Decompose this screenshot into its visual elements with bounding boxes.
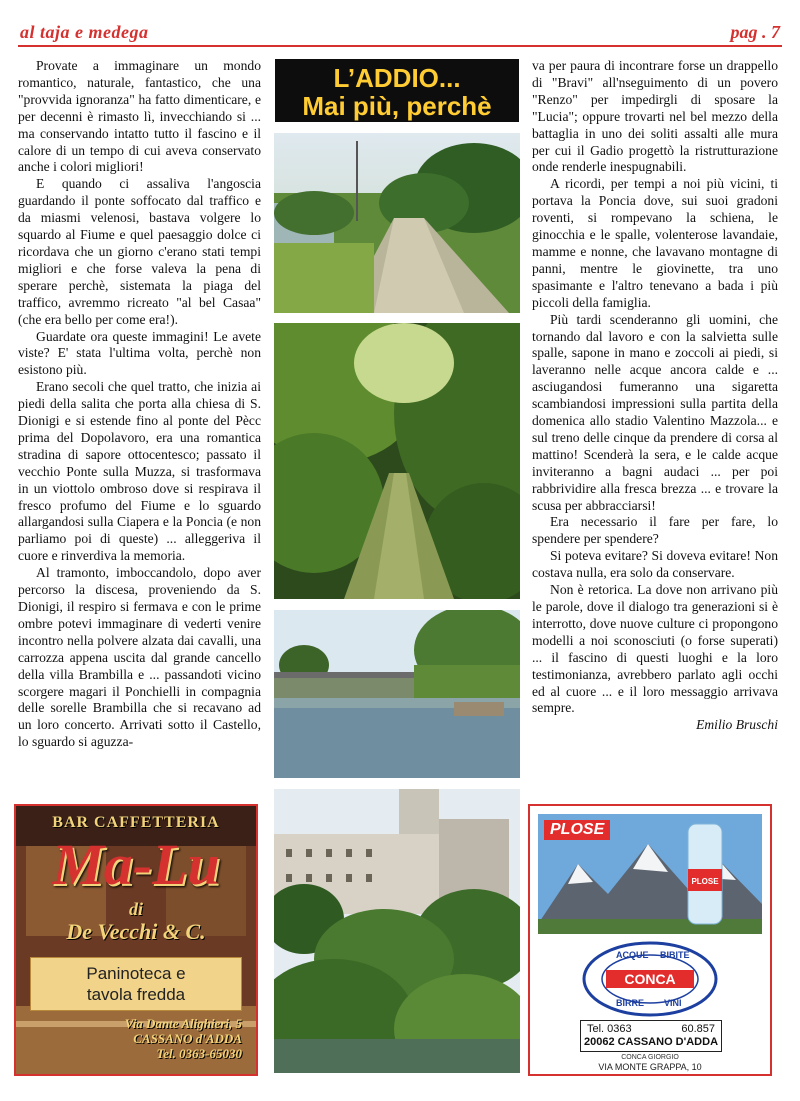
ad-bar-heading: BAR CAFFETTERIA bbox=[52, 814, 220, 831]
ad-bar-phone: Tel. 0363-65030 bbox=[156, 1046, 242, 1061]
article-column-left bbox=[18, 58, 261, 751]
ad-bar-owner: De Vecchi & C. bbox=[66, 919, 206, 944]
paragraph: Guardate ora queste immagini! Le avete viste? E' stata l'ultima volta, perchè non esistono più. bbox=[18, 328, 261, 378]
paragraph: va per paura di incontrare forse un drappello di "Bravi" all'nseguimento di un povero "Renzo" per impedirgli di sposare la "Lucia"; oppure trovarti nel bel mezzo della battaglia in uno dei soliti assalti alle mura per cui il Gadio progettò la ristrutturazione onde renderle inespugnabili. bbox=[532, 58, 778, 175]
conca-tel-number: 60.857 bbox=[681, 1023, 715, 1035]
bottle-label: PLOSE bbox=[691, 877, 719, 886]
author-signature: Emilio Bruschi bbox=[696, 717, 778, 733]
conca-address: VIA MONTE GRAPPA, 10 bbox=[598, 1062, 702, 1072]
paragraph: Al tramonto, imboccandolo, dopo aver percorso la discesa, proveniendo da S. Dionigi, il respiro si fermava e con le prime ombre potevi immaginare di vederti venire incontro nella polvere alzata dai cavalli, una carrozza appena uscita dal grande cancello della villa Brambilla e ... passandoti vicino scorgere magari il Ponchielli in compagnia delle sorelle Brambilla che si recavano ad un loro concerto. Arrivati sotto il Castello, lo sguardo si aguzza- bbox=[18, 565, 261, 750]
ad-bar-address bbox=[125, 1016, 242, 1061]
paragraph: E quando ci assaliva l'angoscia guardando il ponte soffocato dal traffico e da miasmi velenosi, bastava volgere lo squardo al Fiume e quel paesaggio dolce ci ricordava che un giorno c'erano stati tempi migliori e che forse valeva la pena di sperare perchè, sistemata la piaga del traffico, avremmo ricreato "al bel Casaa" (che era bello per come era!). bbox=[18, 176, 261, 327]
article-column-right bbox=[532, 58, 778, 734]
ad-bar-menu-box bbox=[30, 957, 242, 1011]
ad-conca-beverages bbox=[528, 804, 772, 1076]
word-acque: ACQUE bbox=[616, 950, 649, 960]
paragraph: A ricordi, per tempi a noi più vicini, ti portava la Poncia dove, sui suoi gradoni roventi, si rompevano la schiena, le ginocchia e le spalle, volenterose lavandaie, mamme e nonne, che lavavano montagne di panni, mentre le giovinette, tra uno spasimante e l'altro tenevano a bada i più piccoli della famiglia. bbox=[532, 176, 778, 310]
photo-river-bridge bbox=[274, 610, 520, 778]
conca-contact-box bbox=[580, 1020, 722, 1052]
ad-bar-malu bbox=[14, 804, 258, 1076]
ad-bar-street: Via Dante Alighieri, 5 bbox=[124, 1016, 242, 1031]
paragraph: Provate a immaginare un mondo romantico, naturale, fantastico, che una "provvida ignoranza" ha fatto dimenticare, e per decenni è rimasto lì, invecchiando si ... ma conservando intatto tutto il fascino e il calore di un tempo di cui aveva conservato anche i colori migliori! bbox=[18, 58, 261, 175]
plose-brand: PLOSE bbox=[544, 820, 610, 840]
paragraph: Più tardi scenderanno gli uomini, che tornando dal lavoro e con la salvietta sulle spalle, sapone in mano e zoccoli ai piedi, si laveranno nelle acque ancora calde e ... asciugandosi fumeranno una sigaretta scambiandosi impressioni sulla partita della domenica allo stadio Valentino Mazzola... e sul treno delle cinque da prendere di corsa al mattino! Scenderà la sera, e le calde acque inviteranno a bagni audaci ... per poi rabbrividire alla fresca brezza ... e trovare la scusa per abbracciarsi! bbox=[532, 311, 778, 513]
word-bibite: BIBITE bbox=[660, 950, 690, 960]
header-rule bbox=[18, 45, 782, 47]
article-title bbox=[275, 59, 519, 122]
paragraph: Non è retorica. La dove non arrivano più le parole, dove il dialogo tra generazioni si è interrotto, dove nuove culture ci propongono modelli a noi sconosciuti (o forse superati) ... il fascino di questi luoghi e la loro testimonianza, avrebbero parlato agli occhi ed al cuore ... e il loro messaggio arrivava sempre. bbox=[532, 582, 778, 716]
conca-logo bbox=[580, 940, 720, 1018]
paragraph: Era necessario il fare per fare, lo spendere per spendere? bbox=[532, 514, 778, 547]
word-birre: BIRRE bbox=[616, 998, 645, 1008]
page-header bbox=[0, 0, 800, 48]
ad-bar-menu-line-1: Paninoteca e bbox=[86, 964, 186, 983]
conca-name: CONCA bbox=[624, 971, 676, 987]
photo-shaded-lane bbox=[274, 323, 520, 599]
word-vini: VINI bbox=[664, 998, 682, 1008]
photo-riverside-path bbox=[274, 133, 520, 313]
article-title-line-1: L’ADDIO... bbox=[333, 63, 461, 93]
ad-bar-menu-line-2: tavola fredda bbox=[86, 985, 186, 1004]
paragraph: Si poteva evitare? Si doveva evitare! Non costava nulla, era solo da conservare. bbox=[532, 548, 778, 581]
publication-title: al taja e medega bbox=[20, 22, 149, 42]
ad-bar-city: CASSANO d'ADDA bbox=[133, 1031, 242, 1046]
photo-castle bbox=[274, 789, 520, 1073]
page-number: pag . 7 bbox=[730, 22, 780, 42]
conca-owner: CONCA GIORGIO bbox=[621, 1054, 679, 1061]
conca-tel-label: Tel. 0363 bbox=[587, 1023, 632, 1035]
paragraph: Erano secoli che quel tratto, che inizia ai piedi della salita che porta alla chiesa di S. Dionigi e si estende fino al ponte del Pècc prima del Dopolavoro, era una romantica stradina di sapore ottocentesco; passato il vecchio Ponte sulla Muzza, si trasformava in un viottolo ombroso dove si respirava il fresco profumo del Fiume e lo sguardo allargandosi sulla Ciapera e la Poncia (e non parliamo poi di queste) ... alleggeriva il cuore e rinverdiva la memoria. bbox=[18, 379, 261, 564]
conca-city: 20062 CASSANO D'ADDA bbox=[583, 1036, 719, 1048]
article-title-line-2: Mai più, perchè bbox=[302, 91, 492, 121]
ad-bar-name: Ma-Lu bbox=[52, 832, 220, 897]
ad-bar-di: di bbox=[128, 899, 143, 919]
